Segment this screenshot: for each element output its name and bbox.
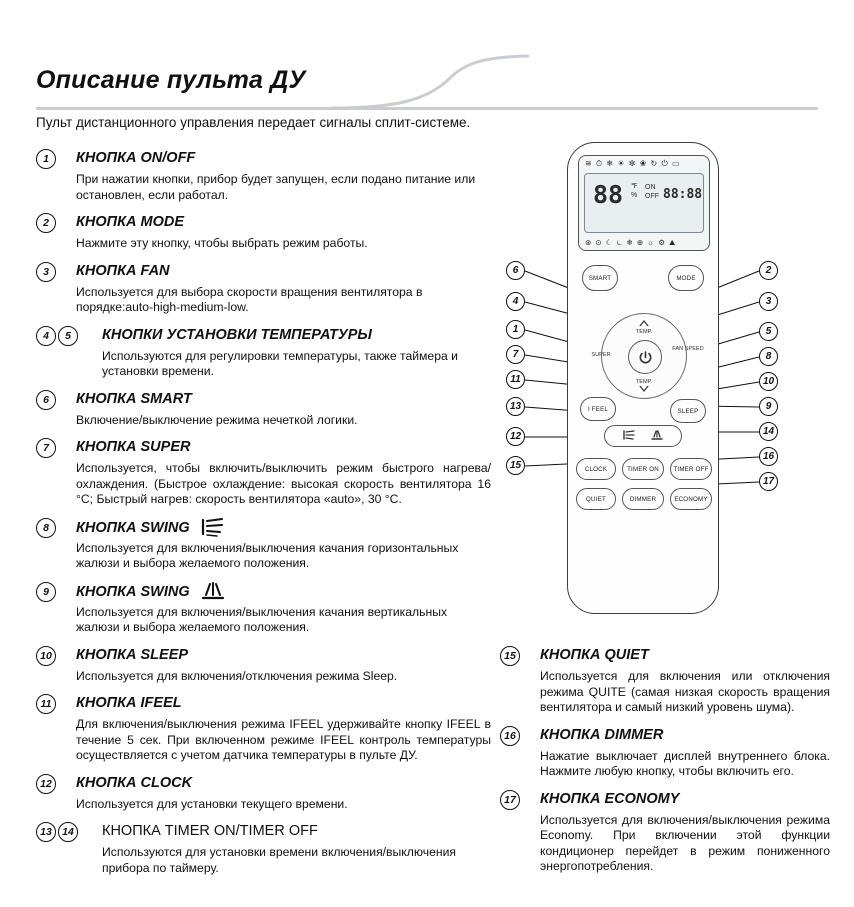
item-title: КНОПКИ УСТАНОВКИ ТЕМПЕРАТУРЫ bbox=[102, 326, 372, 343]
item-title: КНОПКА MODE bbox=[76, 214, 185, 230]
item-title: КНОПКА QUIET bbox=[540, 647, 649, 663]
item-number-badge: 7 bbox=[36, 438, 56, 458]
lcd-display bbox=[578, 155, 710, 251]
item-head bbox=[36, 212, 491, 234]
remote-button-clock-label: CLOCK bbox=[584, 465, 608, 473]
chevron-down-icon bbox=[639, 385, 649, 392]
item-title: КНОПКА SUPER bbox=[76, 439, 191, 455]
list-item bbox=[36, 261, 491, 316]
lcd-status-icons-top: ≋ ⏱ ❄ ☀ ✼ ❀ ↻ ⏻ ▭ bbox=[585, 159, 681, 168]
item-number-badge: 17 bbox=[500, 790, 520, 810]
item-body: Используется, чтобы включить/выключить режим быстрого нагрева/охлаждения. (Быстрое охлаждение: высокая скорость вентилятора 16 °C; Быстрый нагрев: скорость вентилятора «auto», 30 °C. bbox=[76, 461, 491, 506]
item-title: КНОПКА SWING bbox=[76, 583, 190, 600]
remote-button-ifeel[interactable] bbox=[580, 397, 616, 421]
remote-button-economy[interactable] bbox=[670, 488, 712, 510]
item-number-badge-secondary: 14 bbox=[58, 822, 78, 842]
swing-horizontal-icon[interactable] bbox=[622, 429, 636, 443]
item-title: КНОПКА TIMER ON/TIMER OFF bbox=[102, 823, 318, 839]
swing-vertical-glyph bbox=[650, 429, 664, 441]
item-head bbox=[36, 581, 491, 603]
page-title: Описание пульта ДУ bbox=[36, 66, 306, 94]
item-body: Используется для включения/отключения режима Sleep. bbox=[76, 668, 398, 683]
item-title: КНОПКА DIMMER bbox=[540, 726, 664, 743]
list-item bbox=[36, 581, 491, 636]
callout-2: 2 bbox=[759, 261, 778, 280]
lcd-unit bbox=[631, 182, 638, 200]
callout-7: 7 bbox=[506, 345, 525, 364]
list-item bbox=[36, 212, 491, 252]
item-title: КНОПКА ON/OFF bbox=[76, 150, 196, 166]
lcd-clock: 88:88 bbox=[663, 187, 703, 202]
swing-vertical-icon[interactable] bbox=[650, 429, 664, 443]
item-head bbox=[500, 645, 830, 667]
callout-14: 14 bbox=[759, 422, 778, 441]
remote-button-smart-label: SMART bbox=[588, 274, 612, 282]
list-item bbox=[500, 725, 830, 780]
remote-button-mode-label: MODE bbox=[676, 274, 696, 282]
chevron-up-icon bbox=[639, 320, 649, 327]
remote-button-swing-pair[interactable] bbox=[604, 425, 682, 447]
list-item bbox=[36, 821, 491, 876]
remote-button-sleep-label: SLEEP bbox=[677, 407, 699, 415]
callout-9: 9 bbox=[759, 397, 778, 416]
callout-1: 1 bbox=[506, 320, 525, 339]
swing-vertical-icon bbox=[200, 581, 226, 601]
item-body: Включение/выключение режима нечеткой логики. bbox=[76, 412, 358, 427]
lcd-readout bbox=[584, 173, 704, 233]
remote-button-mode[interactable] bbox=[668, 265, 704, 291]
remote-body bbox=[567, 142, 719, 614]
callout-8: 8 bbox=[759, 347, 778, 366]
list-item bbox=[500, 789, 830, 875]
callout-4: 4 bbox=[506, 292, 525, 311]
remote-button-dimmer[interactable] bbox=[622, 488, 664, 510]
item-number-badge: 3 bbox=[36, 262, 56, 282]
item-head bbox=[36, 773, 491, 795]
remote-button-fan-speed-label: FAN SPEED bbox=[672, 346, 704, 352]
callout-10: 10 bbox=[759, 372, 778, 391]
item-title: КНОПКА IFEEL bbox=[76, 695, 182, 711]
item-title: КНОПКА SMART bbox=[76, 390, 192, 407]
item-body: Используются для установки времени включения/выключения прибора по таймеру. bbox=[102, 845, 457, 875]
item-head bbox=[36, 437, 491, 459]
remote-button-ifeel-label: I FEEL bbox=[587, 405, 609, 413]
callout-13: 13 bbox=[506, 397, 525, 416]
list-item bbox=[36, 517, 491, 572]
remote-button-super[interactable] bbox=[586, 352, 616, 358]
remote-button-fan-speed[interactable] bbox=[672, 346, 704, 352]
item-body: Используется для выбора скорости вращения вентилятора в порядке:auto-high-medium-low. bbox=[76, 284, 423, 314]
remote-button-quiet[interactable] bbox=[576, 488, 616, 510]
lcd-temperature: 88 bbox=[593, 180, 624, 209]
list-item bbox=[36, 325, 491, 380]
item-title: КНОПКА ECONOMY bbox=[540, 790, 680, 807]
remote-button-super-label: SUPER bbox=[591, 352, 611, 358]
remote-button-temp-up[interactable] bbox=[624, 320, 664, 335]
list-item bbox=[500, 645, 830, 716]
item-number-badge: 11 bbox=[36, 694, 56, 714]
item-number-badge: 4 bbox=[36, 326, 56, 346]
remote-button-sleep[interactable] bbox=[670, 399, 706, 423]
item-body: Используется для включения/выключения качания горизонтальных жалюзи и выбора желаемого положения. bbox=[76, 540, 459, 570]
item-number-badge: 16 bbox=[500, 726, 520, 746]
item-number-badge: 10 bbox=[36, 646, 56, 666]
item-number-badge: 9 bbox=[36, 582, 56, 602]
remote-button-temp-down[interactable] bbox=[624, 379, 664, 394]
left-column bbox=[36, 148, 491, 885]
remote-button-timer-on[interactable] bbox=[622, 458, 664, 480]
item-title: КНОПКА FAN bbox=[76, 262, 170, 279]
callout-12: 12 bbox=[506, 427, 525, 446]
item-number-badge: 2 bbox=[36, 213, 56, 233]
item-title: КНОПКА SWING bbox=[76, 519, 190, 536]
callout-16: 16 bbox=[759, 447, 778, 466]
remote-button-clock[interactable] bbox=[576, 458, 616, 480]
lcd-label-off: OFF bbox=[645, 193, 659, 200]
remote-button-power[interactable] bbox=[628, 340, 662, 374]
lcd-label-on: ON bbox=[645, 184, 656, 191]
intro-text: Пульт дистанционного управления передает сигналы сплит-системе. bbox=[36, 115, 471, 130]
item-body: Используется для включения/выключения режима Economy. При включении этой функции кондиционер перейдет в режим пониженного энергопотребления. bbox=[540, 812, 830, 873]
callout-6: 6 bbox=[506, 261, 525, 280]
item-head bbox=[36, 389, 491, 411]
remote-control-illustration bbox=[495, 130, 845, 630]
item-number-badge: 15 bbox=[500, 646, 520, 666]
remote-button-economy-label: ECONOMY bbox=[674, 495, 708, 503]
callout-3: 3 bbox=[759, 292, 778, 311]
lcd-unit-percent: % bbox=[631, 192, 638, 199]
list-item bbox=[36, 645, 491, 685]
callout-17: 17 bbox=[759, 472, 778, 491]
item-body: При нажатии кнопки, прибор будет запущен, если подано питание или остановлен, если работал. bbox=[76, 172, 476, 202]
list-item bbox=[36, 389, 491, 429]
callout-5: 5 bbox=[759, 322, 778, 341]
list-item bbox=[36, 693, 491, 764]
remote-button-timer-off-label: TIMER OFF bbox=[673, 465, 709, 473]
swing-horizontal-icon bbox=[200, 517, 226, 537]
item-head bbox=[36, 821, 491, 843]
remote-button-temp-up-label: TEMP. bbox=[635, 329, 653, 335]
swing-horizontal-glyph bbox=[622, 429, 636, 441]
remote-dial[interactable] bbox=[591, 313, 704, 399]
item-body: Нажатие выключает дисплей внутреннего блока. Нажмите любую кнопку, чтобы включить его. bbox=[540, 748, 830, 778]
remote-button-quiet-label: QUIET bbox=[586, 495, 606, 503]
remote-button-smart[interactable] bbox=[582, 265, 618, 291]
lcd-timer-labels bbox=[645, 183, 659, 201]
item-head bbox=[36, 517, 491, 539]
item-body: Используется для включения/выключения качания вертикальных жалюзи и выбора желаемого положения. bbox=[76, 604, 448, 634]
item-body: Используется для включения или отключения режима QUITE (самая низкая скорость вращения вентилятора и самый низкий уровень шума). bbox=[540, 669, 830, 714]
list-item bbox=[36, 773, 491, 813]
item-number-badge: 6 bbox=[36, 390, 56, 410]
header-curve-decoration bbox=[330, 54, 530, 110]
remote-button-dimmer-label: DIMMER bbox=[629, 495, 657, 503]
item-body: Нажмите эту кнопку, чтобы выбрать режим работы. bbox=[76, 236, 368, 250]
power-icon bbox=[638, 350, 653, 365]
item-body: Используется для установки текущего времени. bbox=[76, 796, 348, 811]
item-head bbox=[36, 693, 491, 715]
item-body: Для включения/выключения режима IFEEL удерживайте кнопку IFEEL в течение 5 сек. При включенном режиме IFEEL контроль температуры осуществляется с учетом датчика температуры в пульте ДУ. bbox=[76, 717, 491, 762]
callout-11: 11 bbox=[506, 370, 525, 389]
item-body: Используются для регулировки температуры, также таймера и установки времени. bbox=[102, 348, 458, 378]
item-head bbox=[36, 148, 491, 170]
right-column bbox=[500, 645, 830, 884]
item-head bbox=[500, 725, 830, 747]
item-head bbox=[36, 645, 491, 667]
list-item bbox=[36, 148, 491, 203]
remote-button-timer-on-label: TIMER ON bbox=[627, 465, 659, 473]
page-header bbox=[0, 28, 854, 94]
lcd-unit-fahrenheit: ℉ bbox=[631, 183, 638, 190]
remote-button-temp-down-label: TEMP. bbox=[635, 379, 653, 385]
list-item bbox=[36, 437, 491, 508]
item-head bbox=[500, 789, 830, 811]
callout-15: 15 bbox=[506, 456, 525, 475]
item-title: КНОПКА CLOCK bbox=[76, 774, 193, 791]
lcd-status-icons-bottom: ⊛ ⊙ ☾ ⏾ ❄ ⊕ ☼ ⚙ ⛰ bbox=[585, 238, 677, 247]
item-title: КНОПКА SLEEP bbox=[76, 646, 189, 663]
item-number-badge: 8 bbox=[36, 518, 56, 538]
item-head bbox=[36, 261, 491, 283]
item-number-badge: 13 bbox=[36, 822, 56, 842]
item-number-badge-secondary: 5 bbox=[58, 326, 78, 346]
item-number-badge: 1 bbox=[36, 149, 56, 169]
remote-button-timer-off[interactable] bbox=[670, 458, 712, 480]
item-head bbox=[36, 325, 491, 347]
item-number-badge: 12 bbox=[36, 774, 56, 794]
